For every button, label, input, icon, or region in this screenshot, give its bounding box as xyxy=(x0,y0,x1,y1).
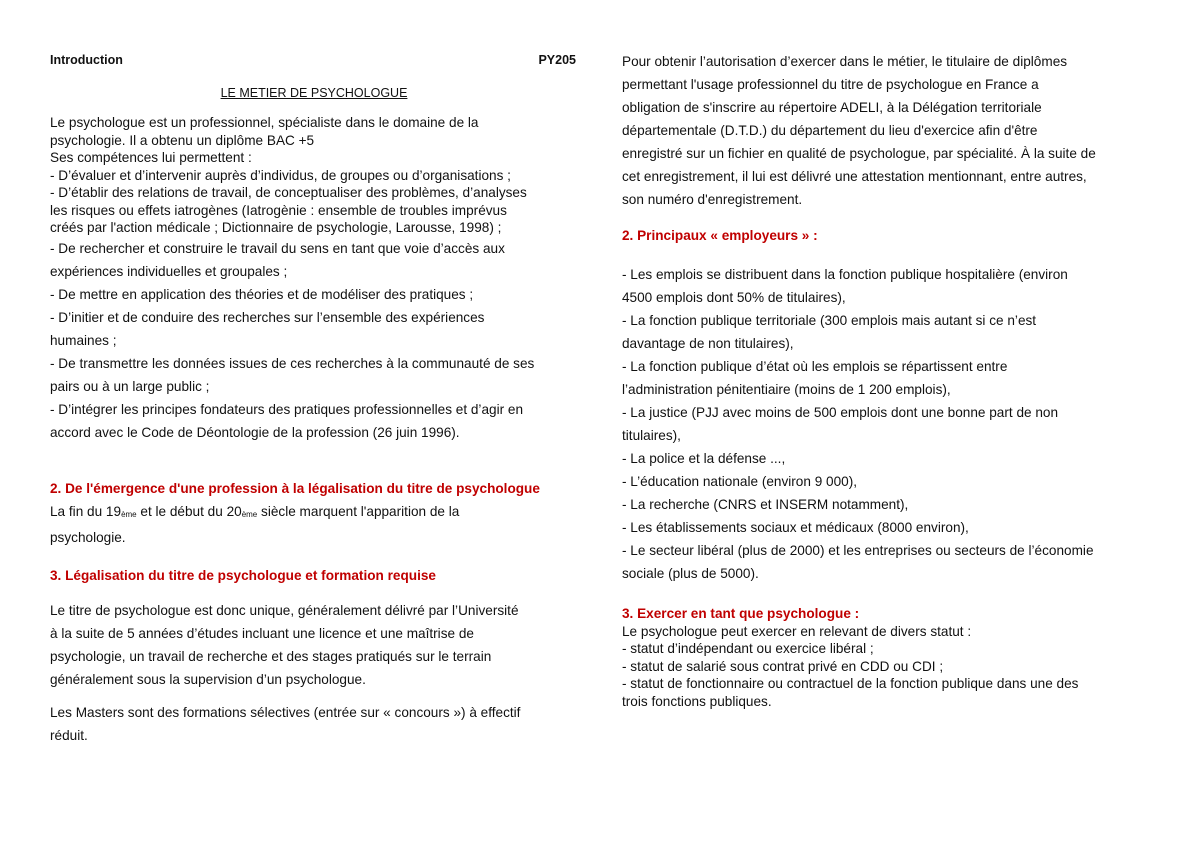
text-line: titulaires), xyxy=(622,428,681,443)
text-line: psychologie, un travail de recherche et des stages pratiqués sur le terrain xyxy=(50,648,492,664)
status-list xyxy=(622,623,1154,711)
text-line: départementale (D.T.D.) du département du lieu d'exercice afin d'être xyxy=(622,123,1038,138)
text-line: - L’éducation nationale (environ 9 000), xyxy=(622,474,858,489)
page-header xyxy=(50,50,578,72)
text-line: davantage de non titulaires), xyxy=(622,336,794,351)
adeli-paragraph xyxy=(622,50,1154,211)
section-heading: 2. Principaux « employeurs » : xyxy=(622,228,818,243)
text-line: - Les établissements sociaux et médicaux (8000 environ), xyxy=(622,520,969,535)
section-heading: 3. Exercer en tant que psychologue : xyxy=(622,606,860,621)
text-line: - Les emplois se distribuent dans la fonction publique hospitalière (environ xyxy=(622,267,1068,282)
text-line: trois fonctions publiques. xyxy=(622,693,772,709)
intro-paragraph xyxy=(50,114,578,237)
section-heading: 3. Légalisation du titre de psychologue et formation requise xyxy=(50,567,436,583)
text-line: - statut de salarié sous contrat privé en CDD ou CDI ; xyxy=(622,658,944,674)
text-line: obligation de s'inscrire au répertoire ADELI, à la Délégation territoriale xyxy=(622,100,1042,115)
text-line: - D’établir des relations de travail, de conceptualiser des problèmes, d’analyses xyxy=(50,185,527,200)
section3-para1 xyxy=(50,599,578,691)
text-line: La fin du $19_{ème}$ et le début du $20_{ème}$ siècle marquent l'apparition de la xyxy=(50,503,460,519)
text-line: les risques ou effets iatrogènes (Iatrogènie : ensemble de troubles imprévus xyxy=(50,202,507,218)
section2-body xyxy=(50,500,578,549)
competences-list xyxy=(50,237,578,444)
text-line: Le psychologue est un professionnel, spécialiste dans le domaine de la xyxy=(50,115,479,130)
employers-list xyxy=(622,263,1154,585)
text-line: - De mettre en application des théories et de modéliser des pratiques ; xyxy=(50,286,474,302)
text-line: à la suite de 5 années d’études incluant une licence et une maîtrise de xyxy=(50,625,474,641)
text-line: l’administration pénitentiaire (moins de 1 200 emplois), xyxy=(622,382,951,397)
text-line: généralement sous la supervision d’un psychologue. xyxy=(50,671,366,687)
section3-para2 xyxy=(50,701,578,747)
text-line: réduit. xyxy=(50,727,88,743)
text-line: - Le secteur libéral (plus de 2000) et les entreprises ou secteurs de l’économie xyxy=(622,543,1094,558)
left-column xyxy=(50,50,578,747)
text-line: 4500 emplois dont 50% de titulaires), xyxy=(622,290,846,305)
text-line: expériences individuelles et groupales ; xyxy=(50,263,288,279)
text-line: psychologie. Il a obtenu un diplôme BAC +5 xyxy=(50,132,315,148)
text-line: - D’initier et de conduire des recherches sur l’ensemble des expériences xyxy=(50,309,485,325)
text-line: cet enregistrement, il lui est délivré une attestation mentionnant, entre autres, xyxy=(622,169,1087,184)
text-line: Pour obtenir l’autorisation d’exercer dans le métier, le titulaire de diplômes xyxy=(622,54,1068,69)
text-line: enregistré sur un fichier en qualité de psychologue, par spécialité. À la suite de xyxy=(622,146,1096,161)
text-line: - De transmettre les données issues de ces recherches à la communauté de ses xyxy=(50,355,535,371)
text-line: - La justice (PJJ avec moins de 500 emplois dont une bonne part de non xyxy=(622,405,1059,420)
right-column xyxy=(622,50,1154,710)
text-line: - La recherche (CNRS et INSERM notamment), xyxy=(622,497,909,512)
text-line: - La police et la défense ..., xyxy=(622,451,786,466)
document-title: LE METIER DE PSYCHOLOGUE xyxy=(220,86,408,100)
text-line: psychologie. xyxy=(50,529,126,545)
text-line: humaines ; xyxy=(50,332,117,348)
course-code: PY205 xyxy=(538,53,576,67)
section-heading: 2. De l'émergence d'une profession à la légalisation du titre de psychologue xyxy=(50,480,540,496)
text-line: - D’intégrer les principes fondateurs des pratiques professionnelles et d’agir en xyxy=(50,401,524,417)
text-line: - statut d’indépendant ou exercice libéral ; xyxy=(622,641,874,656)
text-line: permettant l'usage professionnel du titre de psychologue en France a xyxy=(622,77,1039,92)
text-line: - De rechercher et construire le travail du sens en tant que voie d’accès aux xyxy=(50,240,505,256)
text-line: Les Masters sont des formations sélectives (entrée sur « concours ») à effectif xyxy=(50,704,521,720)
text-line: - La fonction publique territoriale (300 emplois mais autant si ce n’est xyxy=(622,313,1037,328)
text-line: - statut de fonctionnaire ou contractuel de la fonction publique dans une des xyxy=(622,676,1079,691)
text-line: Ses compétences lui permettent : xyxy=(50,150,252,165)
text-line: créés par l'action médicale ; Dictionnaire de psychologie, Larousse, 1998) ; xyxy=(50,220,502,235)
text-line: - D’évaluer et d’intervenir auprès d’individus, de groupes ou d’organisations ; xyxy=(50,167,511,183)
text-line: sociale (plus de 5000). xyxy=(622,566,759,581)
header-left: Introduction xyxy=(50,53,123,67)
text-line: son numéro d'enregistrement. xyxy=(622,192,803,207)
text-line: Le titre de psychologue est donc unique, généralement délivré par l’Université xyxy=(50,602,519,618)
text-line: Le psychologue peut exercer en relevant de divers statut : xyxy=(622,623,972,639)
text-line: pairs ou à un large public ; xyxy=(50,378,210,394)
text-line: accord avec le Code de Déontologie de la profession (26 juin 1996). xyxy=(50,424,460,440)
text-line: - La fonction publique d’état où les emplois se répartissent entre xyxy=(622,359,1008,374)
